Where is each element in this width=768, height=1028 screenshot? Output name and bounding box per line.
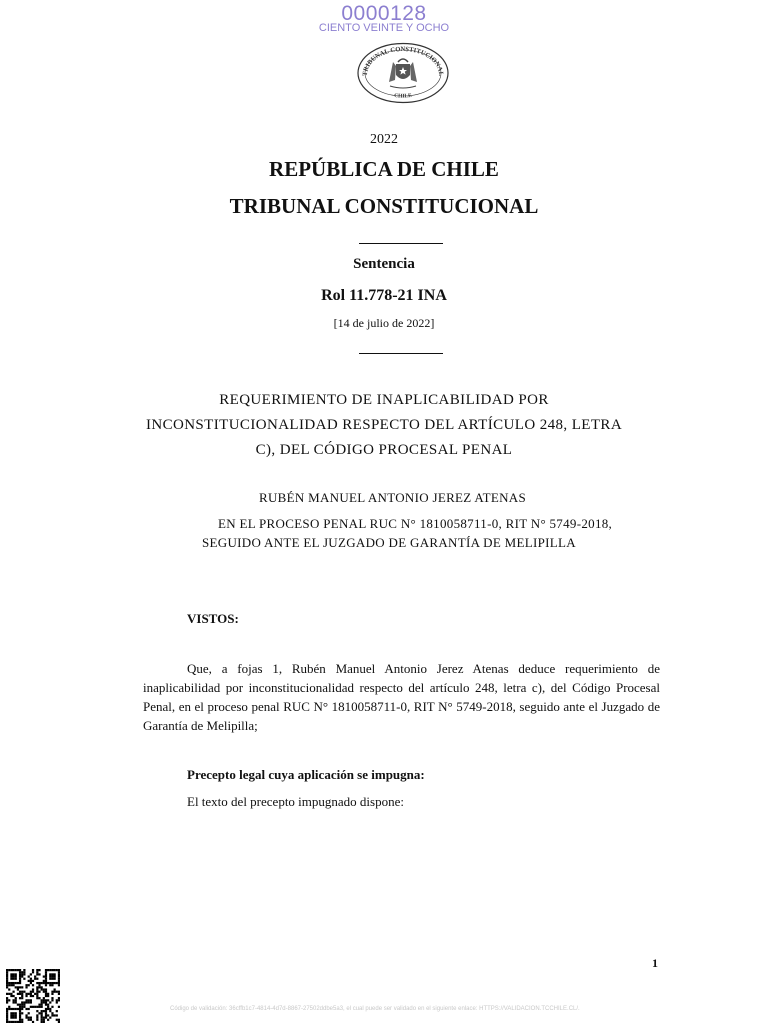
vistos-heading: VISTOS:	[187, 611, 239, 626]
page-number: 1	[652, 956, 658, 970]
svg-text:TRIBUNAL CONSTITUCIONAL: TRIBUNAL CONSTITUCIONAL	[361, 45, 445, 77]
divider-bottom	[359, 353, 443, 354]
document-year: 2022	[370, 132, 398, 147]
requirement-line: REQUERIMIENTO DE INAPLICABILIDAD POR	[219, 392, 549, 408]
document-type: Sentencia	[353, 256, 415, 272]
case-rol: Rol 11.778-21 INA	[321, 287, 447, 304]
folio-number-words: CIENTO VEINTE Y OCHO	[318, 22, 450, 34]
requirement-title	[0, 388, 768, 463]
requirement-line: C), DEL CÓDIGO PROCESAL PENAL	[255, 442, 513, 458]
tribunal-seal-logo	[356, 42, 450, 104]
folio-number: 0000128	[341, 2, 427, 25]
precept-text: El texto del precepto impugnado dispone:	[187, 794, 404, 809]
precept-subheading: Precepto legal cuya aplicación se impugna:	[187, 767, 425, 782]
validation-footer: Código de validación: 36cffb1c7-4814-4d7d-8867-27502ddbe5a3, el cual puede ser validado en el siguiente enlace: HTTPS://VALIDACION.TCCHILE.CL/.	[170, 1006, 580, 1012]
svg-text:CHILE: CHILE	[393, 92, 413, 100]
validation-qr-code	[6, 969, 60, 1023]
coat-of-arms-icon	[389, 59, 417, 88]
process-line-2: SEGUIDO ANTE EL JUZGADO DE GARANTÍA DE MELIPILLA	[202, 535, 576, 550]
party-name: RUBÉN MANUEL ANTONIO JEREZ ATENAS	[259, 490, 527, 505]
court-title: TRIBUNAL CONSTITUCIONAL	[229, 194, 539, 218]
country-title: REPÚBLICA DE CHILE	[269, 157, 499, 181]
requirement-line: INCONSTITUCIONALIDAD RESPECTO DEL ARTÍCULO 248, LETRA	[145, 417, 623, 433]
body-paragraph: Que, a fojas 1, Rubén Manuel Antonio Jerez Atenas deduce requerimiento de inaplicabilidad por inconstitucionalidad respecto del artículo 248, letra c), del Código Procesal Penal, en el proceso penal RUC N° 1810058711-0, RIT N° 5749-2018, seguido ante el Juzgado de Garantía de Melipilla;	[143, 661, 660, 733]
document-date: [14 de julio de 2022]	[333, 316, 435, 330]
process-line-1: EN EL PROCESO PENAL RUC N° 1810058711-0, RIT N° 5749-2018,	[218, 516, 613, 531]
divider-top	[359, 243, 443, 244]
